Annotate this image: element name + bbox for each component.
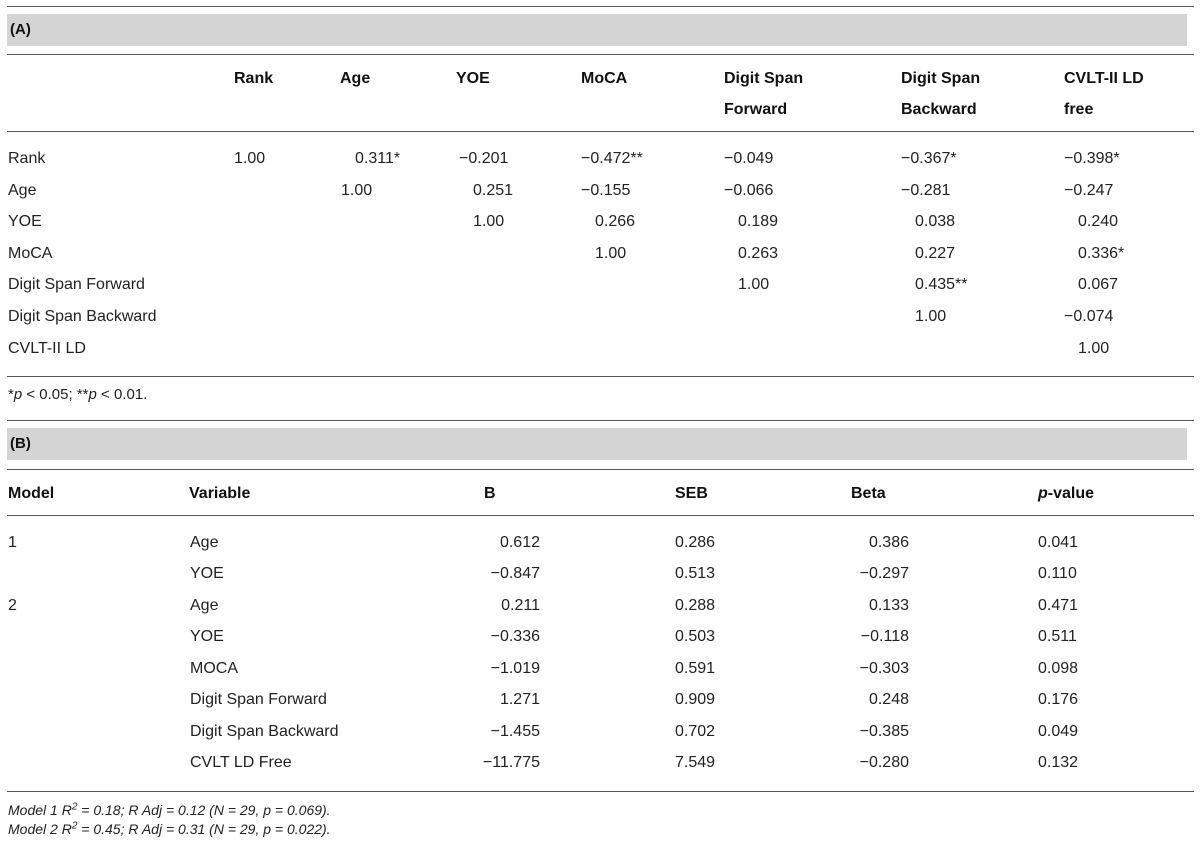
- variable-cell: CVLT LD Free: [190, 754, 292, 771]
- col-header-6-line-1: Digit Span: [901, 70, 981, 87]
- note-superscript: 2: [71, 801, 78, 813]
- beta-cell: 0.248: [868, 691, 909, 708]
- table-cell: 0.336*: [1078, 245, 1125, 262]
- variable-cell: YOE: [190, 628, 224, 645]
- row-label: MoCA: [8, 245, 53, 262]
- table-cell: −0.074: [1064, 308, 1114, 325]
- table-a-header-top-rule: [7, 54, 1194, 55]
- beta-cell: −0.385: [859, 723, 909, 740]
- beta-cell: −0.118: [860, 628, 909, 645]
- table-b-header-top-rule: [7, 469, 1194, 470]
- table-a-bottom-rule: [7, 376, 1194, 377]
- table-a-footnote: *p < 0.05; **p < 0.01.: [8, 386, 148, 403]
- table-cell: −0.398*: [1064, 150, 1120, 167]
- variable-cell: Digit Span Forward: [190, 691, 327, 708]
- table-cell: 0.263: [738, 245, 779, 262]
- col-header-7-line-1: CVLT-II LD: [1064, 70, 1144, 87]
- b-cell: −0.847: [490, 565, 540, 582]
- table-cell: −0.155: [581, 182, 631, 199]
- seb-cell: 0.702: [675, 723, 716, 740]
- table-cell: −0.367*: [901, 150, 957, 167]
- col-header-b: B: [484, 485, 496, 502]
- col-header-5-line-1: Digit Span: [724, 70, 804, 87]
- row-label: CVLT-II LD: [8, 340, 86, 357]
- col-header-p-value: p-value: [1038, 485, 1095, 502]
- b-cell: −11.775: [482, 754, 540, 771]
- b-cell: −0.336: [490, 628, 540, 645]
- p-value-cell: 0.110: [1038, 565, 1077, 582]
- p-value-cell: 0.511: [1038, 628, 1077, 645]
- table-cell: −0.201: [459, 150, 509, 167]
- seb-cell: 0.503: [675, 628, 716, 645]
- col-header-6-line-2: Backward: [901, 101, 977, 118]
- table-cell: −0.472**: [581, 150, 643, 167]
- table-cell: 1.00: [595, 245, 627, 262]
- note-text: = 0.45; R Adj = 0.31 (N = 29, p = 0.022).: [77, 821, 331, 837]
- beta-cell: 0.386: [868, 534, 909, 551]
- table-cell: −0.247: [1064, 182, 1114, 199]
- col-header-beta: Beta: [851, 485, 886, 502]
- table-cell: 0.311*: [355, 150, 401, 167]
- col-header-model: Model: [8, 485, 55, 502]
- p-value-cell: 0.176: [1038, 691, 1079, 708]
- table-cell: 1.00: [473, 213, 505, 230]
- note-text: = 0.18; R Adj = 0.12 (N = 29, p = 0.069).: [77, 802, 331, 818]
- col-header-seb: SEB: [675, 485, 708, 502]
- p-value-cell: 0.049: [1038, 723, 1079, 740]
- col-header-2-line-1: Age: [340, 70, 371, 87]
- beta-cell: −0.297: [859, 565, 909, 582]
- b-cell: 0.211: [501, 597, 540, 614]
- col-header-4-line-1: MoCA: [581, 70, 628, 87]
- table-cell: 1.00: [1078, 340, 1110, 357]
- table-cell: 0.435**: [915, 276, 968, 293]
- col-header-variable: Variable: [189, 485, 251, 502]
- beta-cell: −0.280: [859, 754, 909, 771]
- b-cell: −1.019: [490, 660, 540, 677]
- table-cell: 0.189: [738, 213, 779, 230]
- p-value-cell: 0.132: [1038, 754, 1079, 771]
- beta-cell: 0.133: [868, 597, 909, 614]
- row-label: Digit Span Forward: [8, 276, 145, 293]
- table-cell: −0.066: [724, 182, 774, 199]
- table-cell: 1.00: [738, 276, 770, 293]
- p-value-cell: 0.471: [1038, 597, 1079, 614]
- p-value-cell: 0.098: [1038, 660, 1079, 677]
- table-a-top-rule: [7, 6, 1194, 7]
- table-a-label-band: [7, 14, 1187, 46]
- table-b-top-rule: [7, 420, 1194, 421]
- col-header-1-line-1: Rank: [234, 70, 274, 87]
- row-label: Rank: [8, 150, 46, 167]
- model-note-2: [8, 820, 331, 838]
- table-cell: 1.00: [234, 150, 266, 167]
- table-cell: 1.00: [915, 308, 947, 325]
- table-cell: −0.049: [724, 150, 774, 167]
- table-b-header-bottom-rule: [7, 515, 1194, 516]
- b-cell: −1.455: [490, 723, 540, 740]
- b-cell: 1.271: [499, 691, 540, 708]
- seb-cell: 0.909: [675, 691, 716, 708]
- variable-cell: MOCA: [190, 660, 238, 677]
- seb-cell: 0.286: [675, 534, 716, 551]
- note-superscript: 2: [71, 820, 78, 832]
- model-note-1: [8, 801, 331, 819]
- variable-cell: Age: [190, 534, 219, 551]
- table-cell: 0.240: [1078, 213, 1119, 230]
- note-text: Model 1 R: [8, 802, 72, 818]
- b-cell: 0.612: [499, 534, 540, 551]
- row-label: Age: [8, 182, 37, 199]
- table-cell: 1.00: [341, 182, 373, 199]
- table-cell: 0.227: [915, 245, 956, 262]
- seb-cell: 0.288: [675, 597, 716, 614]
- variable-cell: Digit Span Backward: [190, 723, 339, 740]
- table-b-bottom-rule: [7, 791, 1194, 792]
- col-header-5-line-2: Forward: [724, 101, 788, 118]
- note-text: Model 2 R: [8, 821, 72, 837]
- model-cell: 1: [8, 534, 17, 551]
- table-a-label: (A): [10, 21, 31, 38]
- table-a-header-bottom-rule: [7, 131, 1194, 132]
- seb-cell: 7.549: [675, 754, 716, 771]
- table-b-label-band: [7, 428, 1187, 460]
- variable-cell: YOE: [190, 565, 224, 582]
- variable-cell: Age: [190, 597, 219, 614]
- col-header-7-line-2: free: [1064, 101, 1094, 118]
- table-cell: 0.038: [915, 213, 956, 230]
- row-label: Digit Span Backward: [8, 308, 157, 325]
- p-value-cell: 0.041: [1038, 534, 1079, 551]
- beta-cell: −0.303: [859, 660, 909, 677]
- table-cell: 0.266: [595, 213, 636, 230]
- table-cell: 0.067: [1078, 276, 1119, 293]
- seb-cell: 0.591: [675, 660, 716, 677]
- model-cell: 2: [8, 597, 17, 614]
- seb-cell: 0.513: [675, 565, 716, 582]
- table-cell: 0.251: [473, 182, 514, 199]
- col-header-3-line-1: YOE: [456, 70, 490, 87]
- table-b-label: (B): [10, 435, 31, 452]
- row-label: YOE: [8, 213, 42, 230]
- table-cell: −0.281: [901, 182, 951, 199]
